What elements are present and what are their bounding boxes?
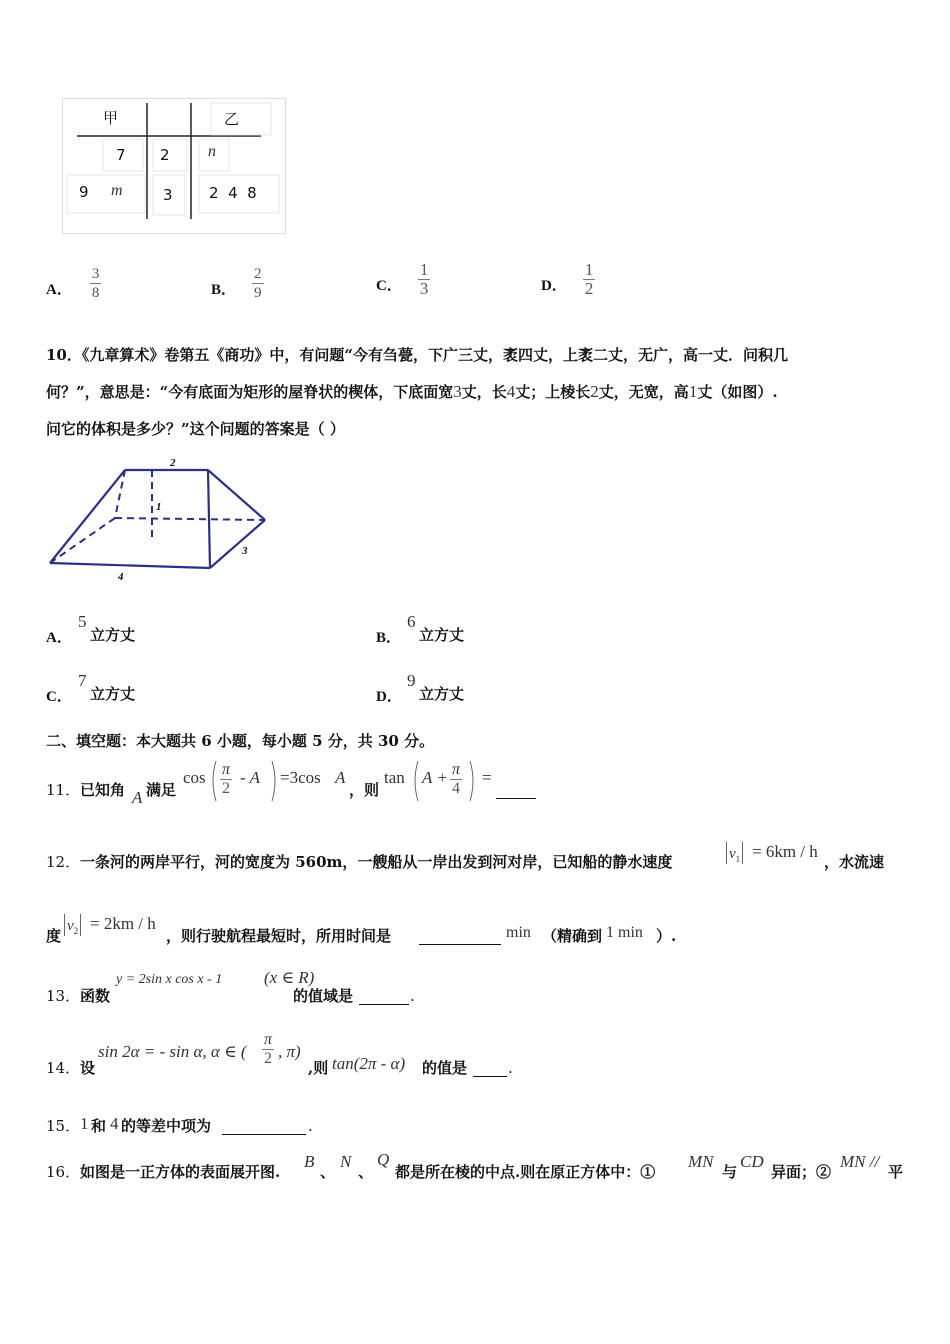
q16-point-q: Q: [377, 1150, 390, 1169]
stem-leaf-lines: [63, 99, 285, 233]
q16-cd: CD: [740, 1152, 764, 1171]
option-unit: 立方丈: [419, 685, 465, 703]
option-unit: 立方丈: [90, 626, 136, 644]
q12-text-d: ，则行驶航程最短时，所用时间是: [166, 927, 392, 945]
q14-text-b: ,则: [308, 1059, 329, 1077]
option-label: B．: [376, 630, 402, 646]
q11-minus-a: - A: [240, 768, 260, 787]
q12-accuracy: 1 min: [606, 924, 643, 941]
option-unit: 立方丈: [419, 626, 465, 644]
wedge-label-bottom: 4: [118, 571, 124, 583]
q12-line1: [46, 838, 926, 872]
q11-tan: tan: [384, 768, 405, 787]
q10-line1: 10．《九章算术》卷第五《商功》中，有问题“今有刍甍，下广三丈，袤四丈，上袤二丈，无广，高一丈．问积几: [46, 346, 789, 364]
q15-one: 1: [80, 1114, 89, 1133]
q11-text-a: 已知角: [80, 781, 126, 799]
q13-domain: (x ∈ R): [264, 968, 315, 987]
q10-line3: 问它的体积是多少？”这个问题的答案是（ ）: [46, 420, 345, 438]
q13-expression: y = 2sin x cos x - 1: [116, 972, 223, 987]
q9-option-a[interactable]: [46, 266, 101, 301]
wedge-bottom-front-edge: [50, 563, 210, 568]
q11-paren-right2: [468, 760, 476, 802]
stem-leaf-figure: [62, 98, 286, 234]
q16-point-n: N: [340, 1152, 352, 1171]
wedge-hidden-left-edge: [50, 518, 115, 563]
option-label: B．: [211, 282, 237, 298]
q14-tan-expression: tan(2π - α): [332, 1054, 406, 1073]
q11-a-plus: A +: [422, 768, 448, 787]
q11: [46, 758, 566, 807]
q12-number: 12．: [46, 853, 81, 871]
q11-text-b: 满足: [146, 781, 177, 799]
table-header-jia: 甲: [103, 109, 119, 127]
table-header-yi: 乙: [224, 110, 240, 128]
q11-fraction2: $\frac{\pi}{4}$: [452, 761, 461, 797]
q12-answer-blank[interactable]: [419, 928, 501, 945]
q12-v1-value: = 6km / h: [752, 842, 818, 861]
q15-number: 15．: [46, 1117, 81, 1135]
q12-v1-abs: $v_1$: [726, 842, 743, 864]
q14-text-a: 设: [80, 1059, 96, 1077]
wedge-figure: [40, 450, 280, 590]
q12-line2: [46, 910, 926, 946]
table-leaf-7: 7: [116, 146, 126, 164]
q10-option-b[interactable]: [376, 612, 676, 646]
wedge-right-top-edge: [208, 470, 265, 520]
q11-answer-blank[interactable]: [496, 782, 536, 799]
q10-option-a[interactable]: [46, 612, 346, 646]
q10-line2: 何？”，意思是：“今有底面为矩形的屋脊状的楔体，下底面宽3丈，长4丈；上棱长2丈，无宽，高1丈（如图）.: [46, 382, 778, 401]
q16-text-e: 平: [888, 1163, 904, 1181]
option-fraction: $\frac{3}{8}$: [91, 266, 100, 301]
q13-text-b: 的值域是: [293, 987, 354, 1005]
table-leaf-m: m: [111, 182, 123, 199]
wedge-label-top: 2: [170, 457, 176, 469]
q15-text-a: 和: [91, 1117, 107, 1135]
q14-expression: sin 2α = - sin α, α ∈ (: [98, 1042, 247, 1061]
option-label: A．: [46, 282, 72, 298]
option-label: A．: [46, 630, 72, 646]
q11-cos: cos: [183, 768, 206, 787]
q12-unit: min: [506, 924, 531, 941]
q11-eq: =3cos: [280, 768, 321, 787]
table-stem-2: 2: [160, 146, 170, 164]
q15-period: .: [308, 1117, 313, 1135]
option-label: C．: [46, 689, 72, 705]
wedge-right-front-edge: [208, 470, 210, 568]
q16-sep-b: 、: [358, 1163, 374, 1181]
q15: [46, 1112, 446, 1140]
q12-v2-abs: $v_2$: [64, 914, 81, 936]
q10-option-c[interactable]: [46, 671, 346, 705]
q14: [46, 1032, 646, 1078]
q12-text-e: （精确到: [542, 927, 603, 945]
q11-var-a: A: [132, 788, 143, 807]
q16-text-c: 与: [722, 1163, 738, 1181]
option-fraction: $\frac{1}{3}$: [419, 260, 429, 298]
q12-text-a: 一条河的两岸平行，河的宽度为 560m，一艘船从一岸出发到河对岸，已知船的静水速度: [80, 853, 673, 871]
table-leaf-9: 9: [79, 183, 89, 201]
q12-text-b: ，水流速: [824, 853, 885, 871]
option-label: C．: [376, 278, 402, 294]
q14-period: .: [508, 1059, 513, 1077]
q12-text-c: 度: [46, 927, 62, 945]
q11-eq2: =: [482, 768, 492, 787]
q16-text-b: 都是所在棱的中点.则在原正方体中：①: [395, 1163, 656, 1181]
q13-answer-blank[interactable]: [359, 988, 409, 1005]
option-fraction: $\frac{2}{9}$: [254, 266, 262, 301]
q15-four: 4: [110, 1114, 119, 1133]
q16-text-d: 异面；②: [771, 1163, 832, 1181]
q16-mn: MN: [688, 1152, 714, 1171]
option-label: D．: [541, 278, 567, 294]
q11-fraction: $\frac{\pi}{2}$: [222, 761, 231, 797]
table-leaf-n: n: [208, 143, 216, 160]
q11-paren-left2: [412, 760, 420, 802]
q14-answer-blank[interactable]: [473, 1060, 507, 1077]
wedge-right-bottom-edge: [210, 520, 265, 568]
q11-paren-right: [270, 760, 278, 802]
option-value: 9: [407, 671, 416, 690]
table-leaves-248: 2 4 8: [209, 184, 257, 202]
q10-option-d[interactable]: [376, 671, 676, 705]
q16-text-a: 如图是一正方体的表面展开图.: [80, 1163, 281, 1181]
section2-title: 二、填空题：本大题共 6 小题，每小题 5 分，共 30 分。: [46, 732, 435, 750]
option-fraction: $\frac{1}{2}$: [584, 260, 594, 298]
wedge-left-front-edge: [50, 470, 125, 563]
q9-option-d[interactable]: [541, 262, 595, 297]
q9-option-c[interactable]: [376, 262, 430, 297]
wedge-label-height: 1: [156, 501, 162, 513]
q13-number: 13．: [46, 987, 81, 1005]
q11-number: 11．: [46, 781, 81, 799]
q11-paren-left: [210, 760, 218, 802]
q9-option-b[interactable]: [211, 266, 264, 301]
q13-period: .: [410, 987, 415, 1005]
q11-var-a2: A: [335, 768, 346, 787]
wedge-label-side: 3: [242, 545, 248, 557]
wedge-hidden-back-edge: [115, 518, 265, 520]
option-value: 6: [407, 612, 416, 631]
option-value: 5: [78, 612, 87, 631]
q11-text-c: ，则: [349, 781, 380, 799]
q15-answer-blank[interactable]: [222, 1118, 306, 1135]
q14-fraction: $\frac{\pi}{2}$: [264, 1031, 273, 1067]
q13: [46, 968, 646, 1004]
q16-point-b: B: [304, 1152, 315, 1171]
q14-number: 14．: [46, 1059, 81, 1077]
q15-text-b: 的等差中项为: [121, 1117, 212, 1135]
q14-text-c: 的值是: [422, 1059, 468, 1077]
q16-sep-a: 、: [320, 1163, 336, 1181]
q16: [46, 1150, 926, 1186]
option-label: D．: [376, 689, 402, 705]
table-stem-3: 3: [163, 186, 173, 204]
q16-number: 16．: [46, 1163, 81, 1181]
option-unit: 立方丈: [90, 685, 136, 703]
q16-mn-parallel: MN //: [840, 1152, 880, 1171]
q12-text-f: ）.: [656, 927, 677, 945]
q13-text-a: 函数: [80, 987, 111, 1005]
option-value: 7: [78, 671, 87, 690]
q12-v2-value: = 2km / h: [90, 914, 156, 933]
q14-interval-tail: , π): [278, 1042, 301, 1061]
